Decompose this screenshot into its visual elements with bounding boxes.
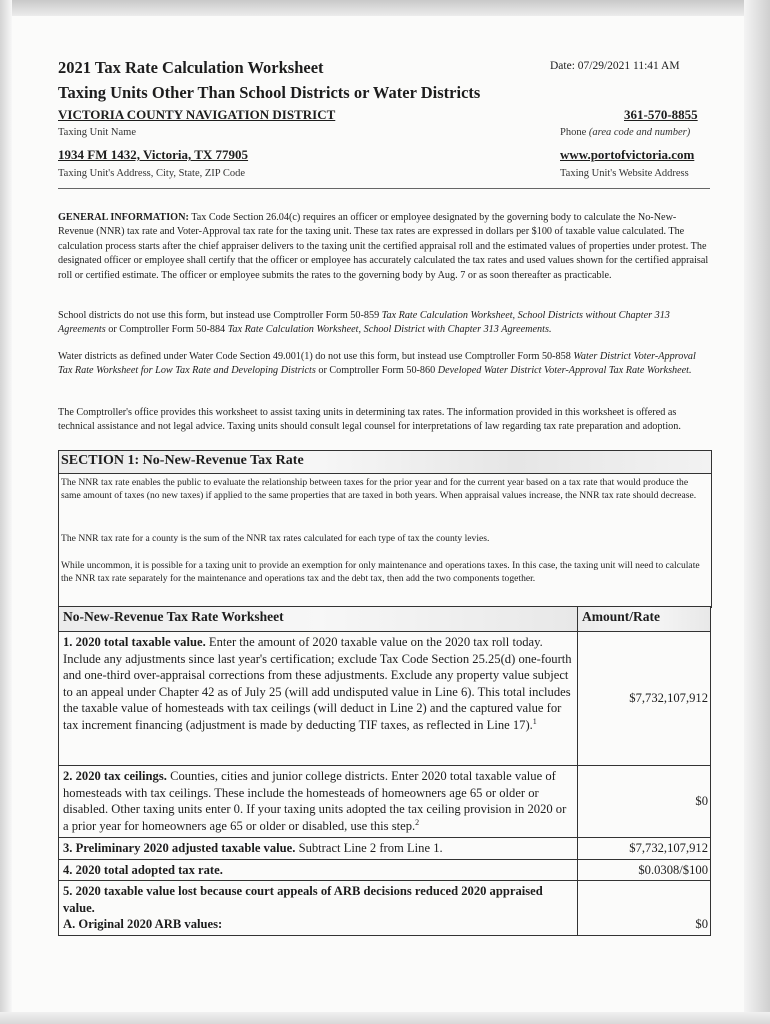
water-form-860: Developed Water District Voter-Approval Tax Rate Worksheet. <box>437 365 692 377</box>
worksheet-row-5-desc: 5. 2020 taxable value lost because court appeals of ARB decisions reduced 2020 appraised value. A. Original 2020 ARB values: <box>59 881 578 936</box>
taxing-unit-name: VICTORIA COUNTY NAVIGATION DISTRICT <box>58 107 336 122</box>
water-form-858: Water District Voter-Approval Tax Rate Worksheet for Low Tax Rate and Developing Districts <box>58 351 696 377</box>
phone-label-note: (area code and number) <box>588 127 691 138</box>
worksheet-row-5 <box>59 881 711 936</box>
worksheet-column-label: No-New-Revenue Tax Rate Worksheet <box>59 607 578 632</box>
header-divider <box>58 188 710 189</box>
scan-shadow-left <box>0 0 12 1024</box>
phone-label: Phone (area code and number) <box>560 127 691 138</box>
worksheet-row-1-amount: $7,732,107,912 <box>578 632 711 766</box>
worksheet-row-4 <box>59 859 711 881</box>
worksheet-row-2-desc: 2. 2020 tax ceilings. Counties, cities and junior college districts. Enter 2020 total taxable value of homesteads with tax ceilings. These include the homesteads of homeowners age 65 or older or disabled. Other taxing units enter 0. If your taxing units adopted the tax ceiling provision in 2020 or a prior year for homeowners age 65 or older or disabled, use this step.$^2$ <box>59 766 578 838</box>
taxing-unit-website: www.portofvictoria.com <box>560 147 695 162</box>
section-1-paragraph-3: While uncommon, it is possible for a taxing unit to provide an exemption for only maintenance and operations taxes. In this case, the taxing unit will need to calculate the NNR tax rate separately for the maintenance and operations tax and the debt tax, then add the two components together. <box>61 560 700 585</box>
school-form-884: Tax Rate Calculation Worksheet, School District with Chapter 313 Agreements. <box>227 324 552 336</box>
worksheet-header-row <box>59 607 711 632</box>
worksheet-row-3 <box>59 838 711 860</box>
worksheet-row-1-desc: 1. 2020 total taxable value. Enter the amount of 2020 taxable value on the 2020 tax roll today. Include any adjustments since last year's certification; exclude Tax Code Section 25.25(d) one-fourth and one-third over-appraisal corrections from these adjustments. Exclude any property value subject to an appeal under Chapter 42 as of July 25 (will add undisputed value in Line 6). This total includes the taxable value of homesteads with tax ceilings (will deduct in Line 2) and the captured value for tax increment financing (adjustment is made by deducting TIF taxes, as reflected in Line 17).$^1$ <box>59 632 578 766</box>
school-form-859: Tax Rate Calculation Worksheet, School Districts without Chapter 313 Agreements <box>58 310 670 336</box>
nnr-worksheet-table <box>58 606 711 936</box>
taxing-unit-name-label: Taxing Unit Name <box>58 127 136 138</box>
taxing-unit-address-label: Taxing Unit's Address, City, State, ZIP Code <box>58 168 246 179</box>
scan-shadow-right <box>744 0 770 1024</box>
worksheet-row-2-amount: $0 <box>578 766 711 838</box>
section-1-paragraph-2: The NNR tax rate for a county is the sum of the NNR tax rates calculated for each type of tax the county levies. <box>61 533 490 544</box>
general-information-heading: GENERAL INFORMATION: <box>58 212 189 223</box>
section-1-header <box>58 450 712 474</box>
taxing-unit-address: 1934 FM 1432, Victoria, TX 77905 <box>58 147 249 162</box>
section-1-paragraph-1: The NNR tax rate enables the public to evaluate the relationship between taxes for the prior year and for the current year based on a tax rate that would produce the same amount of taxes (no new taxes) if applied to the same properties that are taxed in both years. When appraisal values increase, the NNR tax rate should decrease. <box>61 477 697 502</box>
general-information-text: Tax Code Section 26.04(c) requires an officer or employee designated by the governing body to calculate the No-New-Revenue (NNR) tax rate and Voter-Approval tax rate for the taxing unit. These tax rates are expressed in dollars per $100 of taxable value calculated. The calculation process starts after the chief appraiser delivers to the taxing unit the certified appraisal roll and the estimated values of properties under protest. The designated officer or employee shall certify that the officer or employee has accurately calculated the tax rates and used values shown for the certified appraisal roll or certified estimate. The officer or employee submits the rates to the governing body by Aug. 7 or as soon thereafter as practicable. <box>58 212 709 281</box>
worksheet-column-amount: Amount/Rate <box>578 607 711 632</box>
print-date: Date: 07/29/2021 11:41 AM <box>550 60 680 72</box>
scan-shadow-top <box>0 0 770 16</box>
general-information <box>58 211 710 283</box>
website-label: Taxing Unit's Website Address <box>560 168 689 179</box>
scan-shadow-bottom <box>0 1012 770 1024</box>
worksheet-row-2 <box>59 766 711 838</box>
taxing-unit-phone: 361-570-8855 <box>624 107 698 122</box>
water-district-note: Water districts as defined under Water Code Section 49.001(1) do not use this form, but instead use Comptroller Form 50-858 Water District Voter-Approval Tax Rate Worksheet for Low Tax Rate and Developing Districts or Comptroller Form 50-860 Developed Water District Voter-Approval Tax Rate Worksheet. <box>58 351 696 377</box>
worksheet-row-3-desc: 3. Preliminary 2020 adjusted taxable value. Subtract Line 2 from Line 1. <box>59 838 578 860</box>
comptroller-note: The Comptroller's office provides this worksheet to assist taxing units in determining tax rates. The information provided in this worksheet is offered as technical assistance and not legal advice. Taxing units should consult legal counsel for interpretations of law regarding tax rate preparation and adoption. <box>58 407 681 433</box>
worksheet-row-4-desc: 4. 2020 total adopted tax rate. <box>59 859 578 881</box>
section-1-title: SECTION 1: No-New-Revenue Tax Rate <box>61 453 304 468</box>
worksheet-row-5-sub-a: A. Original 2020 ARB values: <box>63 917 223 932</box>
form-title: 2021 Tax Rate Calculation Worksheet <box>58 58 324 77</box>
school-district-note: School districts do not use this form, but instead use Comptroller Form 50-859 Tax Rate Calculation Worksheet, School Districts without Chapter 313 Agreements or Comptroller Form 50-884 Tax Rate Calculation Worksheet, School District with Chapter 313 Agreements. <box>58 310 670 336</box>
worksheet-row-5-amount: $0 <box>578 881 711 936</box>
worksheet-row-1 <box>59 632 711 766</box>
form-subtitle: Taxing Units Other Than School Districts or Water Districts <box>58 83 481 102</box>
worksheet-row-3-amount: $7,732,107,912 <box>578 838 711 860</box>
worksheet-row-4-amount: $0.0308/$100 <box>578 859 711 881</box>
